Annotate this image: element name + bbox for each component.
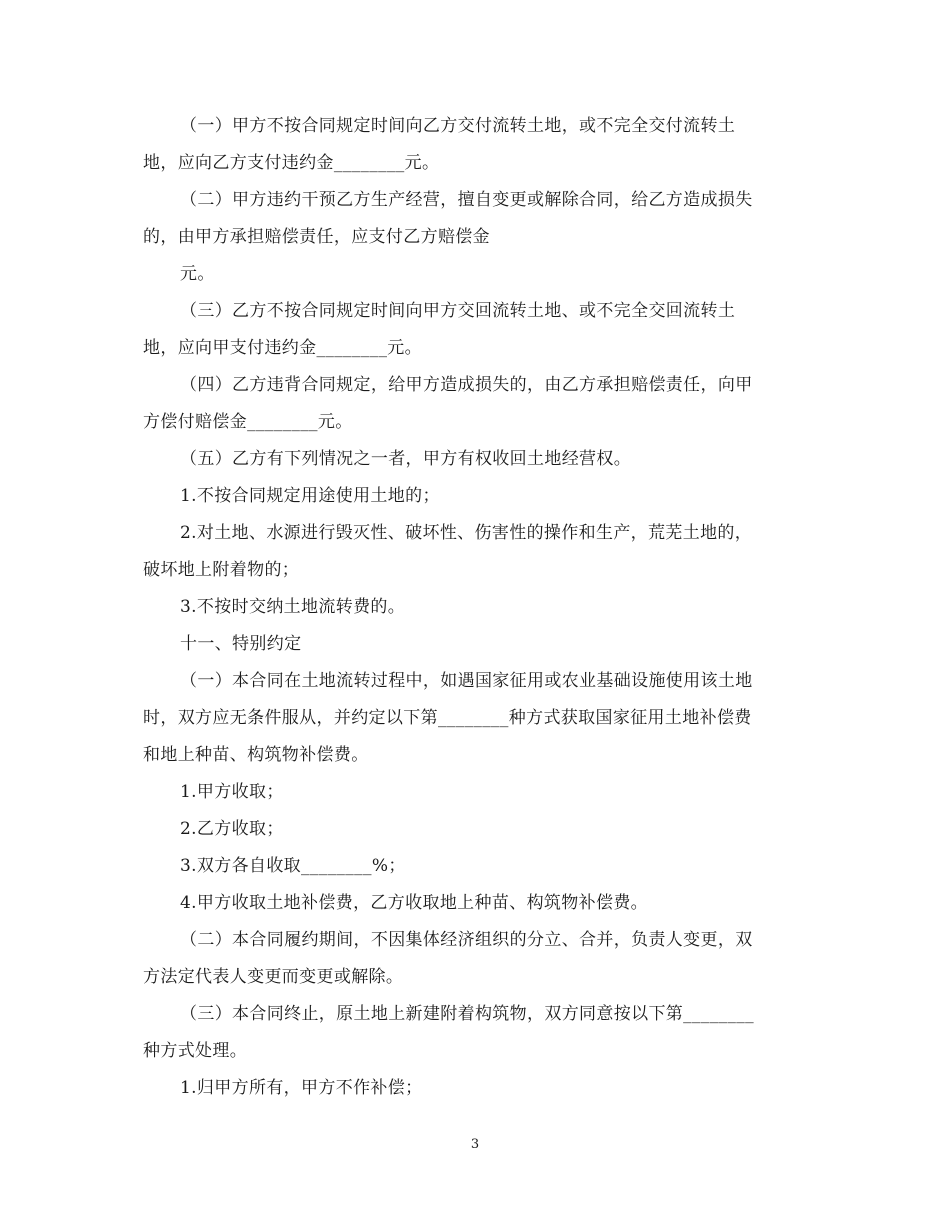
text-line: 地，应向甲支付违约金________元。 [143, 338, 422, 358]
text-line: 2.乙方收取； [180, 819, 284, 839]
text-line: （二）甲方违约干预乙方生产经营，擅自变更或解除合同，给乙方造成损失 [180, 190, 753, 210]
text-line: 和地上种苗、构筑物补偿费。 [143, 745, 369, 765]
text-line: （五）乙方有下列情况之一者，甲方有权收回土地经营权。 [180, 449, 632, 469]
text-line: （四）乙方违背合同规定，给甲方造成损失的，由乙方承担赔偿责任，向甲 [180, 375, 753, 395]
text-line: 的，由甲方承担赔偿责任，应支付乙方赔偿金 [143, 227, 490, 247]
text-line: （三）本合同终止，原土地上新建附着构筑物，双方同意按以下第________ [180, 1004, 754, 1024]
text-line: 地，应向乙方支付违约金________元。 [143, 153, 440, 173]
text-line: （二）本合同履约期间，不因集体经济组织的分立、合并，负责人变更，双 [180, 930, 753, 950]
text-line: 4.甲方收取土地补偿费，乙方收取地上种苗、构筑物补偿费。 [180, 893, 649, 913]
text-line: 1.不按合同规定用途使用土地的； [180, 486, 440, 506]
text-line: （一）甲方不按合同规定时间向乙方交付流转土地，或不完全交付流转土 [180, 116, 736, 136]
text-line: 时，双方应无条件服从，并约定以下第________种方式获取国家征用土地补偿费 [143, 708, 752, 728]
text-line: 3.双方各自收取________%； [180, 856, 406, 876]
document-body [143, 117, 798, 1116]
text-line: 方偿付赔偿金________元。 [143, 412, 353, 432]
text-line: 2.对土地、水源进行毁灭性、破坏性、伤害性的操作和生产，荒芜土地的， [180, 523, 753, 543]
text-line: （一）本合同在土地流转过程中，如遇国家征用或农业基础设施使用该土地 [180, 671, 753, 691]
text-line: 元。 [180, 264, 215, 284]
text-line: 3.不按时交纳土地流转费的。 [180, 597, 406, 617]
text-line: 1.甲方收取； [180, 782, 284, 802]
text-line: 破坏地上附着物的； [143, 560, 300, 580]
text-line: （三）乙方不按合同规定时间向甲方交回流转土地、或不完全交回流转土 [180, 301, 736, 321]
text-line: 1.归甲方所有，甲方不作补偿； [180, 1078, 423, 1098]
text-line: 种方式处理。 [143, 1041, 248, 1061]
text-line: 十一、特别约定 [180, 634, 302, 654]
page-number: 3 [470, 1137, 480, 1152]
text-line: 方法定代表人变更而变更或解除。 [143, 967, 404, 987]
